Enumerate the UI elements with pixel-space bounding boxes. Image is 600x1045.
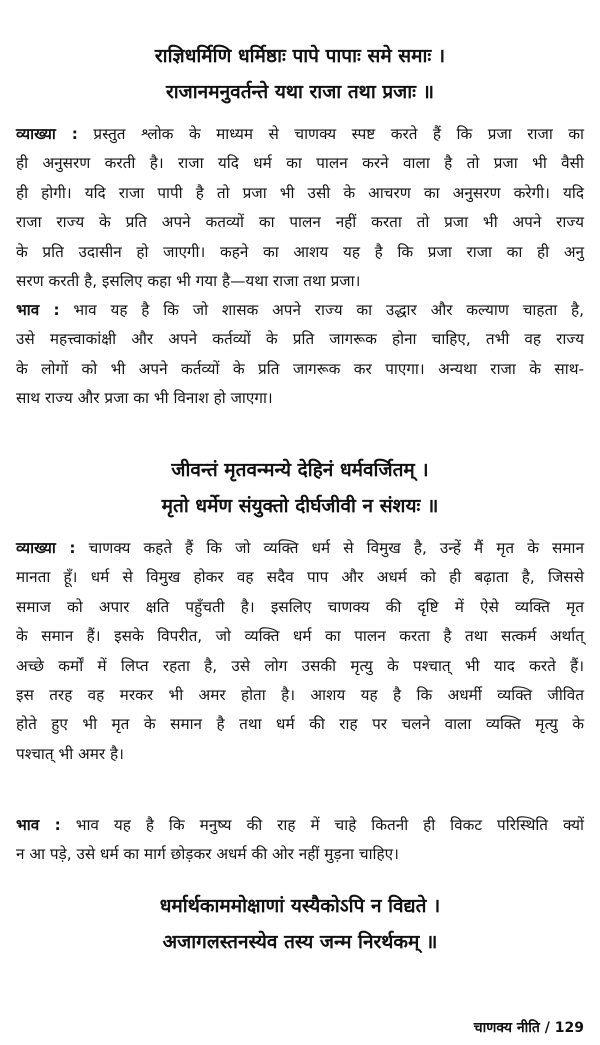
verse-2 <box>0 452 600 524</box>
book-title: चाणक्य नीति <box>473 1020 540 1036</box>
verse-line: अजागलस्तनस्येव तस्य जन्म निरर्थकम् ॥ <box>162 931 438 953</box>
text-line: होते हुए भी मृत के समान है तथा धर्म की राह पर चलने वाला व्यक्ति मृत्यु के <box>16 715 584 734</box>
verse-1 <box>0 38 600 110</box>
bhav-label: भाव : <box>16 301 60 319</box>
text-line: के लोगों को भी अपने कर्तव्यों के प्रति जागरूक कर पाएगा। अन्यथा राजा के साथ- <box>16 359 584 378</box>
text-line: पश्चात् भी अमर है। <box>16 744 124 763</box>
vyakhya-label: व्याख्या : <box>16 539 76 557</box>
verse-line: धर्मार्थकाममोक्षाणां यस्यैकोऽपि न विद्यते । <box>159 895 441 917</box>
bhav-label: भाव : <box>16 816 61 834</box>
verse-3 <box>0 888 600 960</box>
footer-separator: / <box>539 1020 555 1036</box>
text-line: न आ पड़े, उसे धर्म का मार्ग छोड़कर अधर्म की ओर नहीं मुड़ना चाहिए। <box>16 845 399 864</box>
text-line: के प्रति उदासीन हो जाएगी। कहने का आशय यह है कि प्रजा राजा का ही अनु <box>16 242 584 261</box>
vyakhya-label: व्याख्या : <box>16 125 78 143</box>
text-line: मानता हूँ। धर्म से विमुख होकर वह सदैव पाप और अधर्म को ही बढ़ाता है, जिससे <box>16 568 584 587</box>
text-line: सरण करती है, इसलिए कहा भी गया है—यथा राजा तथा प्रजा। <box>16 272 361 291</box>
text-line: के समान हैं। इसके विपरीत, जो व्यक्ति धर्म का पालन करता है तथा सत्कर्म अर्थात् <box>16 627 584 646</box>
text-line: इस तरह वह मरकर भी अमर होता है। आशय यह है कि अधर्मी व्यक्ति जीवित <box>16 686 584 705</box>
verse-line: राजानमनुवर्तन्ते यथा राजा तथा प्रजाः ॥ <box>165 81 435 103</box>
paragraph-vyakhya-1: व्याख्या : प्रस्तुत श्लोक के माध्यम से चाणक्य स्पष्ट करते हैं कि प्रजा राजा का ही अनुसरण करती है। राजा यदि धर्म का पालन करने वाला है तो प्रजा भी वैसी ही होगी। यदि राजा पापी है तो प्रजा भी उसी के आचरण का अनुसरण करेगी। यदि राजा राज्य के प्रति अपने कतव्यों का पालन नहीं करता तो प्रजा भी अपने राज्य के प्रति उदासीन हो जाएगी। कहने का आशय यह है कि प्रजा राजा का ही अनु सरण करती है, इसलिए कहा भी गया है—यथा राजा तथा प्रजा। <box>16 120 584 296</box>
verse-line: राज्ञिधर्मिणि धर्मिष्ठाः पापे पापाः समे समाः । <box>154 45 446 67</box>
page-footer <box>474 1018 584 1037</box>
text-line: उसे महत्त्वाकांक्षी और अपने कर्तव्यों के प्रति जागरूक होना चाहिए, तभी वह राज्य <box>16 330 584 349</box>
verse-line: मृतो धर्मेण संयुक्तो दीर्घजीवी न संशयः ॥ <box>161 495 439 517</box>
text-line: राजा राज्य के प्रति अपने कतव्यों का पालन नहीं करता तो प्रजा भी अपने राज्य <box>16 213 584 232</box>
text-line: ही अनुसरण करती है। राजा यदि धर्म का पालन करने वाला है तो प्रजा भी वैसी <box>16 154 584 173</box>
paragraph-vyakhya-2: व्याख्या : चाणक्य कहते हैं कि जो व्यक्ति धर्म से विमुख है, उन्हें मैं मृत के समान मानता हूँ। धर्म से विमुख होकर वह सदैव पाप और अधर्म को ही बढ़ाता है, जिससे समाज को अपार क्षति पहुँचती है। इसलिए चाणक्य की दृष्टि में ऐसे व्यक्ति मृत के समान हैं। इसके विपरीत, जो व्यक्ति धर्म का पालन करता है तथा सत्कर्म अर्थात् अच्छे कर्मों में लिप्त रहता है, उसे लोग उसकी मृत्यु के पश्चात् भी याद करते हैं। इस तरह वह मरकर भी अमर होता है। आशय यह है कि अधर्मी व्यक्ति जीवित होते हुए भी मृत के समान है तथा धर्म की राह पर चलने वाला व्यक्ति मृत्यु के पश्चात् भी अमर है। <box>16 534 584 769</box>
paragraph-bhav-1: भाव : भाव यह है कि जो शासक अपने राज्य का उद्धार और कल्याण चाहता है, उसे महत्त्वाकांक्षी और अपने कर्तव्यों के प्रति जागरूक होना चाहिए, तभी वह राज्य के लोगों को भी अपने कर्तव्यों के प्रति जागरूक कर पाएगा। अन्यथा राजा के साथ- साथ राज्य और प्रजा का भी विनाश हो जाएगा। <box>16 296 584 414</box>
verse-line: जीवन्तं मृतवन्मन्ये देहिनं धर्मवर्जितम् । <box>171 459 429 481</box>
text-line: ही होगी। यदि राजा पापी है तो प्रजा भी उसी के आचरण का अनुसरण करेगी। यदि <box>16 183 584 202</box>
text-line: अच्छे कर्मों में लिप्त रहता है, उसे लोग उसकी मृत्यु के पश्चात् भी याद करते हैं। <box>16 656 584 675</box>
text-line: साथ राज्य और प्रजा का भी विनाश हो जाएगा। <box>16 389 273 408</box>
text-line: समाज को अपार क्षति पहुँचती है। इसलिए चाणक्य की दृष्टि में ऐसे व्यक्ति मृत <box>16 597 584 616</box>
paragraph-bhav-2: भाव : भाव यह है कि मनुष्य की राह में चाहे कितनी ही विकट परिस्थिति क्यों न आ पड़े, उसे धर्म का मार्ग छोड़कर अधर्म की ओर नहीं मुड़ना चाहिए। <box>16 811 584 870</box>
page-number: 129 <box>554 1020 584 1036</box>
